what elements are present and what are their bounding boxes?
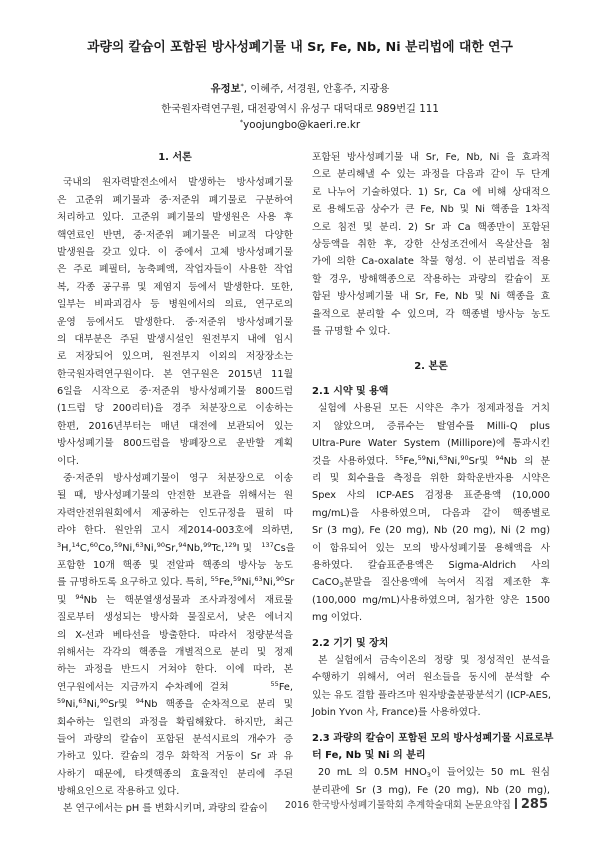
intro-paragraph-3-continued xyxy=(312,149,550,340)
text-line: 로 나누어 기술하였다. 1) Sr, Ca 에 비해 상대적으 xyxy=(312,186,550,198)
text-line: 것을 사용하였다. $^{55}$Fe,$^{59}$Ni,$^{63}$Ni,$^{90}$Sr및 $^{94}$Nb 의 분 xyxy=(312,453,550,467)
text-line: 라야 한다. 원안위 고시 제2014-003호에 의하면, xyxy=(57,525,293,537)
text-line: mg/mL)을 사용하였으며, 다음과 같이 핵종별로 xyxy=(312,507,550,519)
text-line: 으로 침전 및 분리. 2) Sr 과 Ca 핵종만이 포함된 xyxy=(312,221,550,233)
text-line: 의 X-선과 베타선을 방출한다. 따라서 정량분석을 xyxy=(57,629,293,641)
intro-paragraph-2 xyxy=(57,470,293,540)
text-line: 이 함유되어 있는 모의 방사성폐기물 용해액을 사 xyxy=(312,542,550,554)
author-list xyxy=(0,80,600,95)
text-line: (100,000 mg/mL)사용하였으며, 첨가한 양은 1500 xyxy=(312,594,550,606)
text-line: 연구원에서는 지금까지 수차례에 걸쳐 $^{55}$Fe, xyxy=(57,679,293,693)
subsection-title-separation: 2.3 과량의 칼슘이 포함된 모의 방사성폐기물 시료로부 xyxy=(312,732,554,744)
text-line: 국내의 원자력발전소에서 발생하는 방사성폐기물 xyxy=(63,177,293,189)
text-line: CaCO$_3$분말을 질산용액에 녹여서 직접 제조한 후 xyxy=(312,577,550,590)
text-line: 함된 방사성폐기물 내 Sr, Fe, Nb 및 Ni 핵종을 효 xyxy=(312,291,550,303)
text-line: $^{59}$Ni,$^{63}$Ni,$^{90}$Sr및 $^{94}$Nb 핵종을 순차적으로 분리 및 xyxy=(57,697,294,711)
subsection-title-instruments: 2.2 기기 및 장치 xyxy=(312,637,389,649)
text-line: 상등액을 취한 후, 강한 산성조건에서 옥살산을 첨 xyxy=(312,238,550,250)
text-line: 될 때, 방사성폐기물의 안전한 보관을 위해서는 원 xyxy=(57,490,293,502)
text-line: 은 주로 폐필터, 농축폐액, 작업자들이 사용한 작업 xyxy=(57,264,293,276)
text-line: 자력안전위원회에서 제공하는 인도규정을 필히 따 xyxy=(57,507,293,519)
corresponding-mark: * xyxy=(240,82,244,90)
text-line: 위해서는 각각의 핵종을 개별적으로 분리 및 정제 xyxy=(57,646,293,658)
text-line: 한편, 2016년부터는 매년 대전에 보관되어 있는 xyxy=(57,420,293,432)
text-line: 20 mL 의 0.5M $HNO_3$이 들어있는 50 mL 원심 xyxy=(318,767,550,780)
text-line: 지 않았으며, 증류수는 탈염수를 Milli-Q plus xyxy=(312,420,550,432)
subsection-title-separation-cont: 터 Fe, Nb 및 Ni 의 분리 xyxy=(312,749,426,761)
text-line: 으로 분리해낼 수 있는 과정을 다음과 같이 두 단계 xyxy=(312,169,550,181)
text-line: 의 대부분은 주된 발생시설인 원전부지 내에 임시 xyxy=(57,333,293,345)
text-line: Spex 사의 ICP-AES 검정용 표준용액 (10,000 xyxy=(312,490,550,502)
text-line: Sr (3 mg), Fe (20 mg), Nb (20 mg), Ni (2 mg) xyxy=(312,525,550,537)
text-line: Jobin Yvon 사, France)를 사용하였다. xyxy=(312,707,481,719)
text-line: mg 이었다. xyxy=(312,612,363,624)
proceedings-title: 2016 한국방사성폐기물학회 추계학술대회 논문요약집 xyxy=(284,800,511,811)
text-line: 용하였다. 칼슘표준용액은 Sigma-Aldrich 사의 xyxy=(312,559,550,571)
footer-divider xyxy=(515,798,517,809)
page-number: 285 xyxy=(520,797,548,812)
text-line: 이다. xyxy=(57,455,79,467)
text-line: 처리하고 있다. 고준위 폐기물의 발생원은 사용 후 xyxy=(57,212,293,224)
section-title-intro: 1. 서론 xyxy=(158,152,192,163)
text-line: 가에 의한 Ca-oxalate 착물 형성. 이 분리법을 적용 xyxy=(312,256,550,268)
lead-author: 유정보 xyxy=(210,83,241,95)
text-line: 본 연구에서는 pH 를 변화시키며, 과량의 칼슘이 xyxy=(63,803,268,815)
text-line: 포함한 10개 핵종 및 전알파 핵종의 방사능 농도 xyxy=(57,559,293,571)
text-line: 포함된 방사성폐기물 내 Sr, Fe, Nb, Ni 을 효과적 xyxy=(312,152,550,163)
text-line: 발생원을 갖고 있다. 이 중에서 고체 방사성폐기물 xyxy=(57,246,293,258)
nuclide-list-line: $^3$H,$^{14}$C,$^{60}$Co,$^{59}$Ni,$^{63}$Ni,$^{90}$Sr,$^{94}$Nb,$^{99}$Tc,$^{129}$I 및 $^{137}$Cs을 xyxy=(57,540,296,554)
text-line: 리 및 회수율을 측정을 위한 화학운반자용 시약은 xyxy=(312,473,550,485)
text-line: 방해요인으로 작용하고 있다. xyxy=(57,786,180,798)
text-line: 운영 등에서도 발생한다. 중·저준위 방사성폐기물 xyxy=(57,316,293,328)
text-line: 한국원자력연구원이다. 본 연구원은 2015년 11월 xyxy=(57,368,293,380)
text-line: 실험에 사용된 모든 시약은 추가 정제과정을 거치 xyxy=(318,403,550,415)
subsection-title-reagents: 2.1 시약 및 용액 xyxy=(312,386,389,398)
text-line: 복, 각종 공구류 및 제염지 등에서 발생한다. 또한, xyxy=(57,281,293,293)
text-line: 를 규명하도록 요구하고 있다. 특히, $^{55}$Fe,$^{59}$Ni,$^{63}$Ni,$^{90}$Sr xyxy=(57,575,295,589)
text-line: 회수하는 일련의 과정을 확립해왔다. 하지만, 최근 xyxy=(57,716,293,728)
text-line: (1드럼 당 200리터)을 경주 처분장으로 이송하는 xyxy=(57,403,293,415)
text-line: 6일을 시작으로 중·저준위 방사성폐기물 800드럼 xyxy=(57,386,293,398)
text-line: 가하고 있다. 칼슘의 경우 화학적 거동이 Sr 과 유 xyxy=(57,751,293,763)
text-line: 할 경우, 방해핵종으로 작용하는 과량의 칼슘이 포 xyxy=(312,273,550,285)
paper-title: 과량의 칼슘이 포함된 방사성폐기물 내 Sr, Fe, Nb, Ni 분리법에 대한 연구 xyxy=(87,40,513,55)
text-line: 방사성폐기물 800드럼을 방폐장으로 운반할 계획 xyxy=(57,438,293,450)
right-column xyxy=(312,149,554,799)
section-title-body: 2. 본론 xyxy=(414,360,448,372)
text-line: 들어 과량의 칼슘이 포함된 분석시료의 개수가 증 xyxy=(57,733,293,745)
co-authors: , 이혜주, 서경원, 안홍주, 지광용 xyxy=(243,83,390,95)
text-line: 일부는 비파괴검사 등 병원에서의 의료, 연구로의 xyxy=(57,299,293,311)
text-line: 사하기 때문에, 타겟핵종의 효율적인 분리에 주된 xyxy=(57,768,293,780)
text-line: 중·저준위 방사성폐기물이 영구 처분장으로 이송 xyxy=(63,473,293,485)
text-line: 본 실험에서 금속이온의 정량 및 정성적인 분석을 xyxy=(318,654,550,666)
text-line: 하는 과정을 반드시 거쳐야 한다. 이에 따라, 본 xyxy=(57,664,293,676)
text-line: 를 규명할 수 있다. xyxy=(312,325,391,337)
text-line: 수행하기 위해서, 여러 원소들을 동시에 분석할 수 xyxy=(312,672,550,684)
text-line: 로 용해도곱 상수가 큰 Fe, Nb 및 Ni 핵종을 1차적 xyxy=(312,204,550,216)
text-line: 질로부터 생성되는 방사화 물질로서, 낮은 에너지 xyxy=(57,612,293,624)
text-line: 은 고준위 폐기물과 중·저준위 폐기물로 구분하여 xyxy=(57,194,293,206)
text-line: 핵연료인 반면, 중·저준위 폐기물은 비교적 다양한 xyxy=(57,229,293,241)
text-line: Ultra-Pure Water System (Millipore)에 통과시킨 xyxy=(312,438,550,450)
intro-paragraph-1 xyxy=(57,174,293,470)
page-footer xyxy=(285,797,548,812)
text-line: 있는 유도 결합 플라즈마 원자방출분광분석기 (ICP-AES, xyxy=(312,689,552,701)
left-column xyxy=(57,149,296,818)
text-line: 분리관에 Sr (3 mg), Fe (20 mg), Nb (20 mg), xyxy=(312,784,550,796)
affiliation: 한국원자력연구원, 대전광역시 유성구 대덕대로 989번길 111 xyxy=(161,103,439,115)
text-line: 로 저장되어 있으며, 원전부지 이외의 저장장소는 xyxy=(57,351,293,363)
text-line: 율적으로 분리할 수 있으며, 각 핵종별 방사능 농도 xyxy=(312,308,550,320)
text-line: 및 $^{94}$Nb 는 핵분열생성물과 조사과정에서 재료물 xyxy=(57,592,293,606)
author-email: *yoojungbo@kaeri.re.kr xyxy=(239,118,361,131)
